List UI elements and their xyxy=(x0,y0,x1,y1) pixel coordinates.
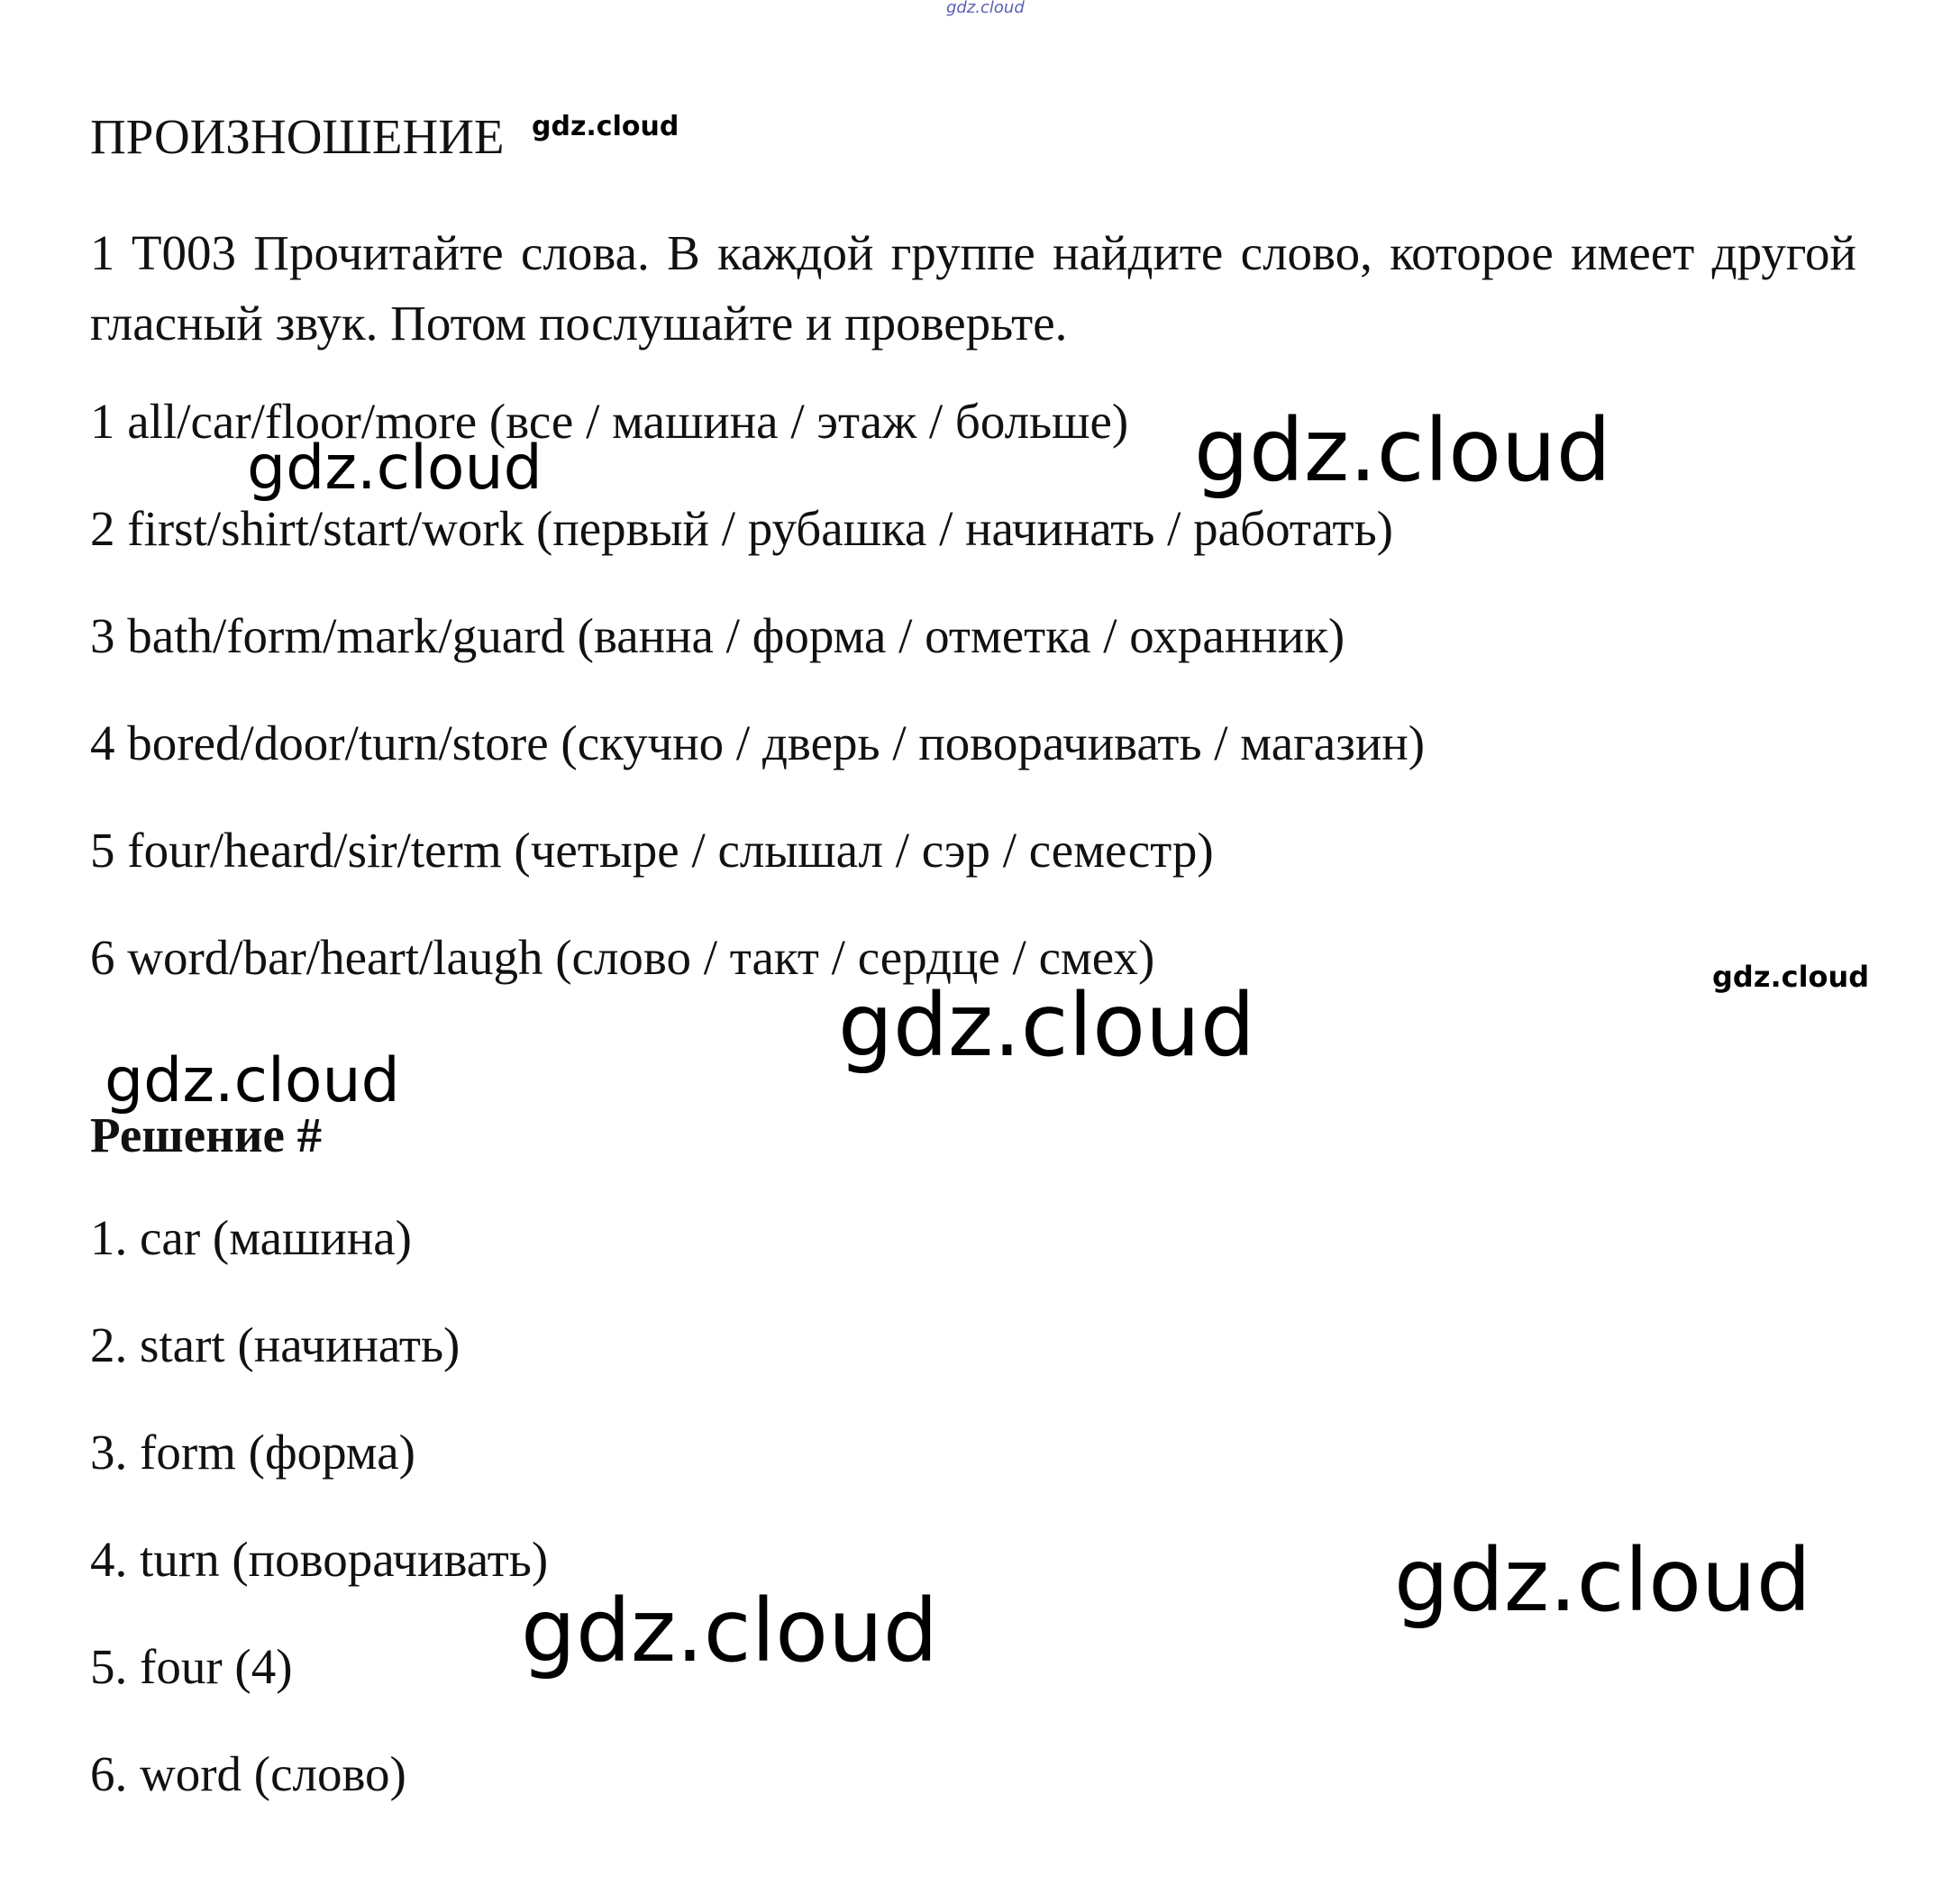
answer-2: 2. start (начинать) xyxy=(90,1317,460,1372)
word-group-5: 5 four/heard/sir/term (четыре / слышал / сэр / семестр) xyxy=(90,823,1214,878)
watermark: gdz.cloud xyxy=(1194,400,1611,501)
watermark: gdz.cloud xyxy=(838,975,1255,1076)
word-group-6: 6 word/bar/heart/laugh (слово / такт / сердце / смех) xyxy=(90,930,1155,985)
answer-3: 3. form (форма) xyxy=(90,1425,415,1480)
word-group-1: 1 all/car/floor/more (все / машина / этаж / больше) xyxy=(90,394,1129,449)
section-heading: ПРОИЗНОШЕНИЕ xyxy=(90,109,505,164)
task-instruction: 1 T003 Прочитайте слова. В каждой группе найдите слово, которое имеет другой гласный звук. Потом послушайте и проверьте. xyxy=(90,225,1856,351)
watermark: gdz.cloud xyxy=(247,433,542,504)
watermark: gdz.cloud xyxy=(521,1581,938,1681)
word-group-2: 2 first/shirt/start/work (первый / рубашка / начинать / работать) xyxy=(90,501,1393,556)
word-group-4: 4 bored/door/turn/store (скучно / дверь / поворачивать / магазин) xyxy=(90,715,1426,770)
watermark: gdz.cloud xyxy=(1712,960,1870,994)
answer-5: 5. four (4) xyxy=(90,1639,293,1694)
watermark: gdz.cloud xyxy=(1394,1530,1811,1631)
solution-title: Решение # xyxy=(90,1107,323,1162)
answer-6: 6. word (слово) xyxy=(90,1746,406,1801)
word-group-3: 3 bath/form/mark/guard (ванна / форма / отметка / охранник) xyxy=(90,608,1345,663)
answer-4: 4. turn (поворачивать) xyxy=(90,1532,549,1587)
watermark: gdz.cloud xyxy=(105,1045,400,1116)
answer-1: 1. car (машина) xyxy=(90,1210,412,1265)
watermark: gdz.cloud xyxy=(946,0,1025,17)
watermark: gdz.cloud xyxy=(532,111,679,142)
